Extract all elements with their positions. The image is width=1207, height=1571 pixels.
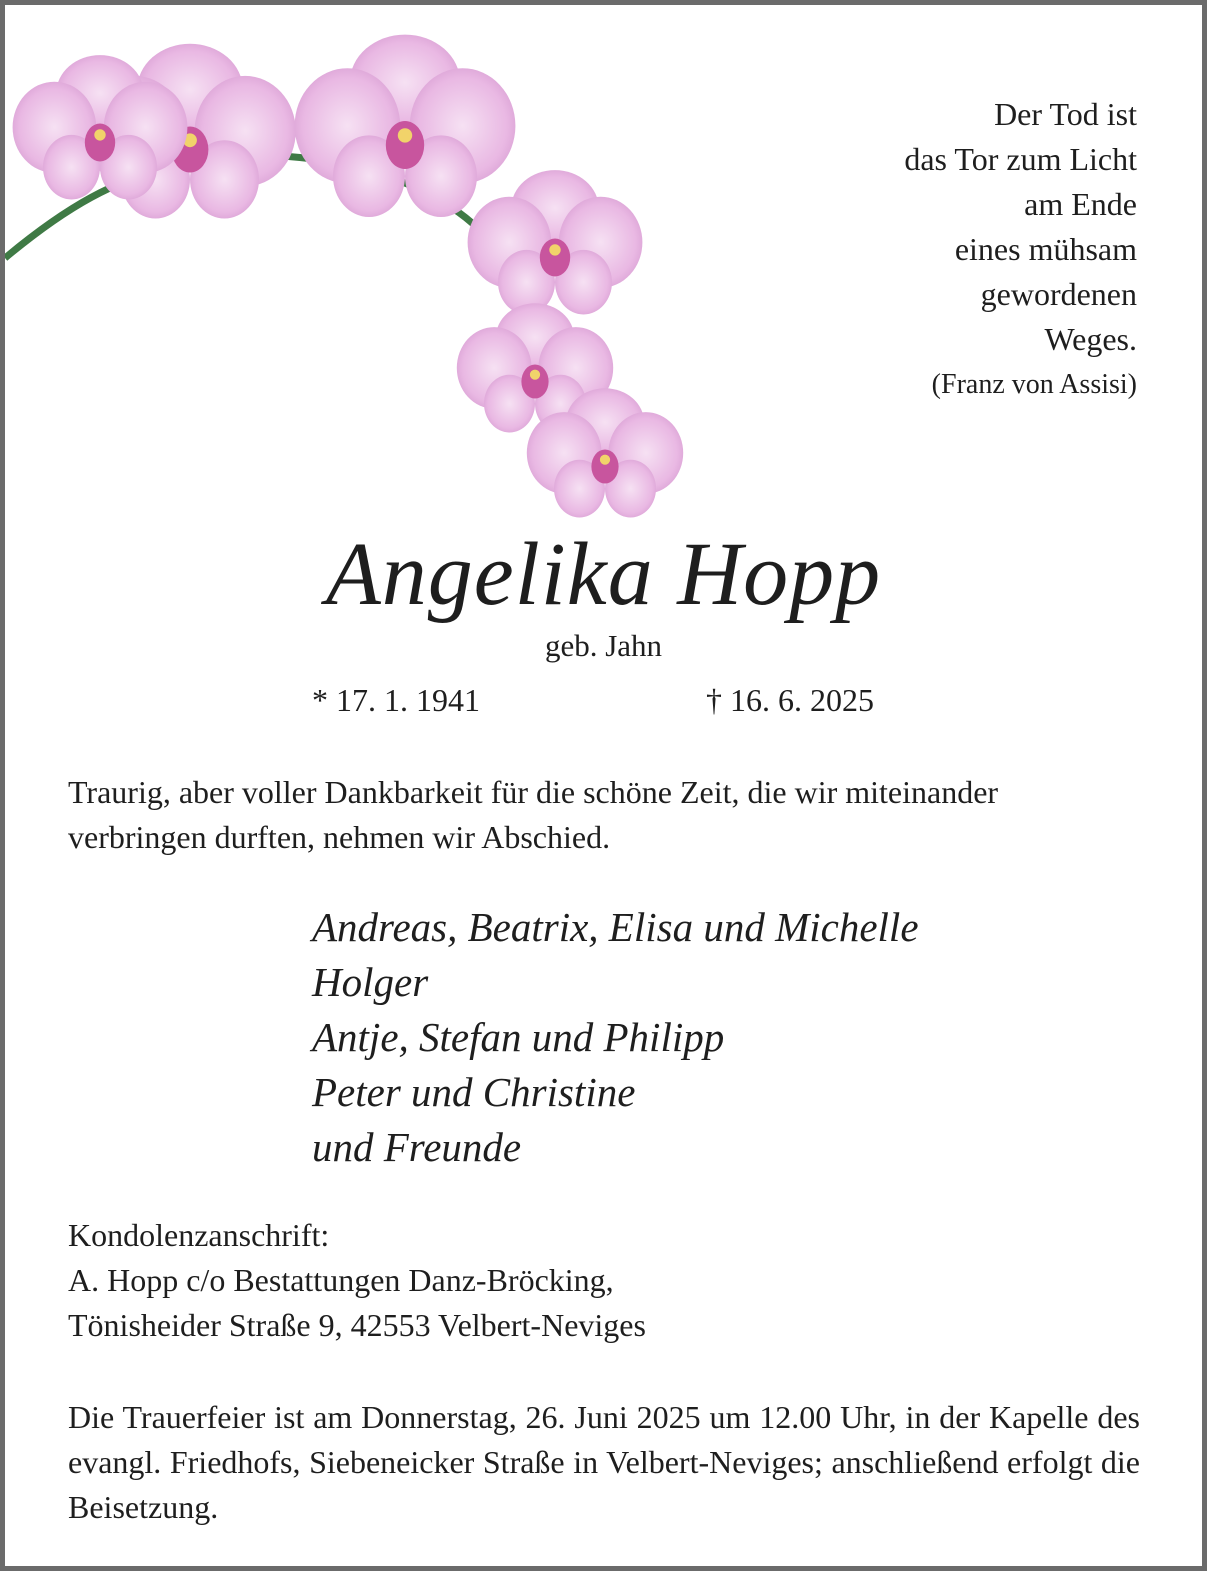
funeral-notice: Die Trauerfeier ist am Donnerstag, 26. Juni 2025 um 12.00 Uhr, in der Kapelle des evangl. Friedhofs, Siebeneicker Straße in Velbert-Neviges; anschließend erfolgt die Beisetzung.	[68, 1399, 1140, 1525]
quote-line: Weges.	[1044, 321, 1137, 357]
deceased-name: Angelika Hopp	[325, 525, 882, 624]
quote-line: am Ende	[1024, 186, 1137, 222]
orchid-image	[5, 18, 725, 558]
mourner-line: Andreas, Beatrix, Elisa und Michelle	[312, 904, 919, 950]
condolence-line: Tönisheider Straße 9, 42553 Velbert-Neviges	[68, 1307, 646, 1343]
quote-line: das Tor zum Licht	[904, 141, 1137, 177]
farewell-message: Traurig, aber voller Dankbarkeit für die schöne Zeit, die wir miteinander verbringen durften, nehmen wir Abschied.	[68, 774, 999, 855]
death-date: † 16. 6. 2025	[706, 682, 874, 718]
quote	[904, 92, 1137, 407]
mourner-line: und Freunde	[312, 1124, 522, 1170]
birth-date: * 17. 1. 1941	[312, 682, 480, 718]
maiden-name: geb. Jahn	[544, 628, 663, 663]
quote-line: gewordenen	[980, 276, 1137, 312]
mourners-list	[312, 900, 919, 1175]
condolence-address	[68, 1213, 646, 1348]
mourner-line: Peter und Christine	[312, 1069, 636, 1115]
condolence-label: Kondolenzanschrift:	[68, 1217, 330, 1253]
mourner-line: Holger	[312, 959, 429, 1005]
quote-author: (Franz von Assisi)	[931, 369, 1137, 400]
quote-line: Der Tod ist	[994, 96, 1137, 132]
quote-line: eines mühsam	[954, 231, 1137, 267]
condolence-line: A. Hopp c/o Bestattungen Danz-Bröcking,	[68, 1262, 614, 1298]
mourner-line: Antje, Stefan und Philipp	[312, 1014, 725, 1060]
